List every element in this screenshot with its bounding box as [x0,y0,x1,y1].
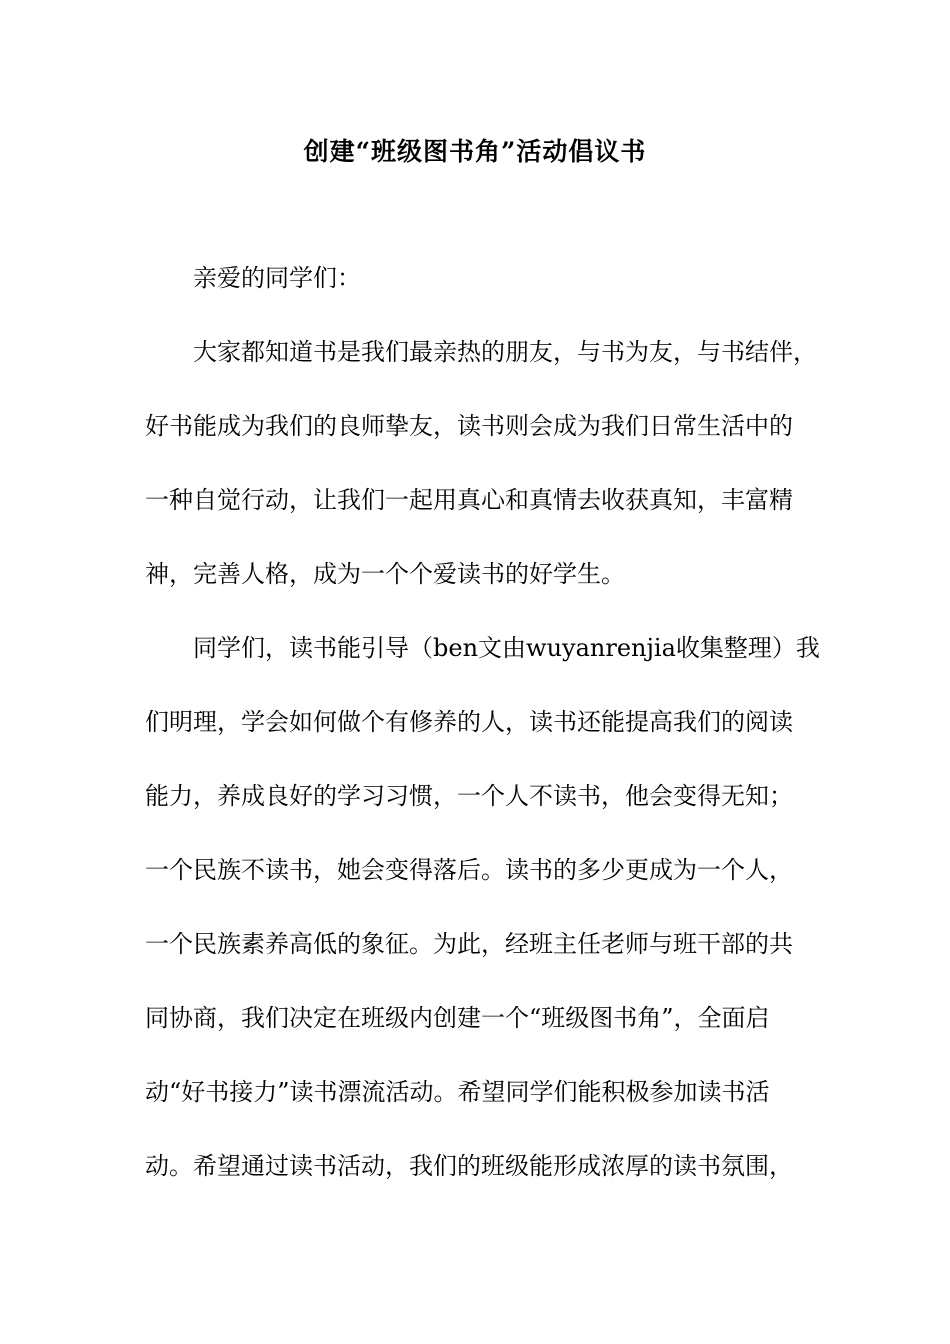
paragraph-line: 动。希望通过读书活动，我们的班级能形成浓厚的读书氛围， [145,1152,793,1180]
paragraph-line: 同学们，读书能引导（ben文由wuyanrenjia收集整理）我 [193,634,820,662]
paragraph-line: 一个民族素养高低的象征。为此，经班主任老师与班干部的共 [145,930,793,958]
paragraph-line: 们明理，学会如何做个有修养的人，读书还能提高我们的阅读 [145,708,793,736]
document-title: 创建“班级图书角”活动倡议书 [303,137,647,166]
paragraph-line: 能力，养成良好的学习习惯，一个人不读书，他会变得无知； [145,782,793,810]
paragraph-line: 一种自觉行动，让我们一起用真心和真情去收获真知，丰富精 [145,486,793,514]
salutation: 亲爱的同学们： [193,264,361,292]
paragraph-line: 大家都知道书是我们最亲热的朋友，与书为友，与书结伴， [193,338,817,366]
paragraph-line: 动“好书接力”读书漂流活动。希望同学们能积极参加读书活 [145,1078,770,1106]
paragraph-line: 神，完善人格，成为一个个爱读书的好学生。 [145,560,625,588]
paragraph-line: 同协商，我们决定在班级内创建一个“班级图书角”，全面启 [145,1004,770,1032]
paragraph-line: 一个民族不读书，她会变得落后。读书的多少更成为一个人， [145,856,793,884]
paragraph-line: 好书能成为我们的良师挚友，读书则会成为我们日常生活中的 [145,412,793,440]
